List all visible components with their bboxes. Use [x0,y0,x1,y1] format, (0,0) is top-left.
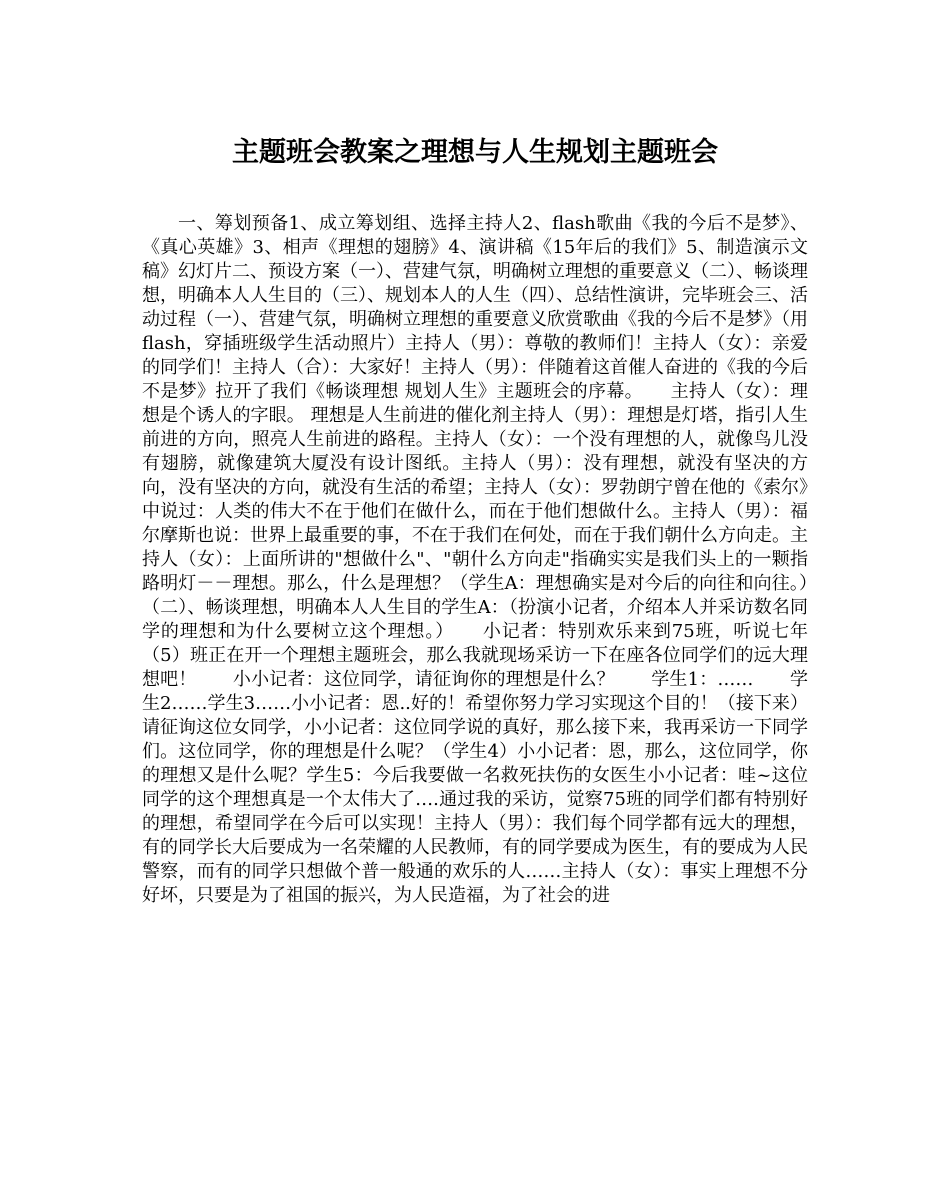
document-body-paragraph: 一、筹划预备1、成立筹划组、选择主持人2、flash歌曲《我的今后不是梦》、《真心英雄》3、相声《理想的翅膀》4、演讲稿《15年后的我们》5、制造演示文稿》幻灯片二、预设方案（一）、营建气氛，明确树立理想的重要意义（二）、畅谈理想，明确本人人生目的（三）、规划本人的人生（四）、总结性演讲，完毕班会三、活动过程（一）、营建气氛，明确树立理想的重要意义欣赏歌曲《我的今后不是梦》（用flash，穿插班级学生活动照片）主持人（男）：尊敬的教师们！主持人（女）：亲爱的同学们！主持人（合）：大家好！主持人（男）：伴随着这首催人奋进的《我的今后不是梦》拉开了我们《畅谈理想 规划人生》主题班会的序幕。 主持人（女）：理想是个诱人的字眼。 理想是人生前进的催化剂主持人（男）：理想是灯塔，指引人生前进的方向，照亮人生前进的路程。主持人（女）：一个没有理想的人，就像鸟儿没有翅膀，就像建筑大厦没有设计图纸。主持人（男）：没有理想，就没有坚决的方向，没有坚决的方向，就没有生活的希望；主持人（女）：罗勃朗宁曾在他的《索尔》中说过：人类的伟大不在于他们在做什么，而在于他们想做什么。主持人（男）：福尔摩斯也说：世界上最重要的事，不在于我们在何处，而在于我们朝什么方向走。主持人（女）：上面所讲的"想做什么"、"朝什么方向走"指确实实是我们头上的一颗指路明灯－－理想。那么，什么是理想？（学生A：理想确实是对今后的向往和向往。）（二）、畅谈理想，明确本人人生目的学生A：（扮演小记者，介绍本人并采访数名同学的理想和为什么要树立这个理想。） 小记者：特别欢乐来到75班，听说七年（5）班正在开一个理想主题班会，那么我就现场采访一下在座各位同学们的远大理想吧！ 小小记者：这位同学，请征询你的理想是什么？ 学生1：…… 学生2……学生3……小小记者：恩..好的！希望你努力学习实现这个目的！（接下来）请征询这位女同学，小小记者：这位同学说的真好，那么接下来，我再采访一下同学们。这位同学，你的理想是什么呢？（学生4）小小记者：恩，那么，这位同学，你的理想又是什么呢？学生5：今后我要做一名救死扶伤的女医生小小记者：哇~这位同学的这个理想真是一个太伟大了….通过我的采访，觉察75班的同学们都有特别好的理想，希望同学在今后可以实现！主持人（男）：我们每个同学都有远大的理想，有的同学长大后要成为一名荣耀的人民教师，有的同学要成为医生，有的要成为人民警察，而有的同学只想做个普一般通的欢乐的人……主持人（女）：事实上理想不分好坏，只要是为了祖国的振兴，为人民造福，为了社会的进 [142,213,808,906]
document-title: 主题班会教案之理想与人生规划主题班会 [232,137,718,168]
